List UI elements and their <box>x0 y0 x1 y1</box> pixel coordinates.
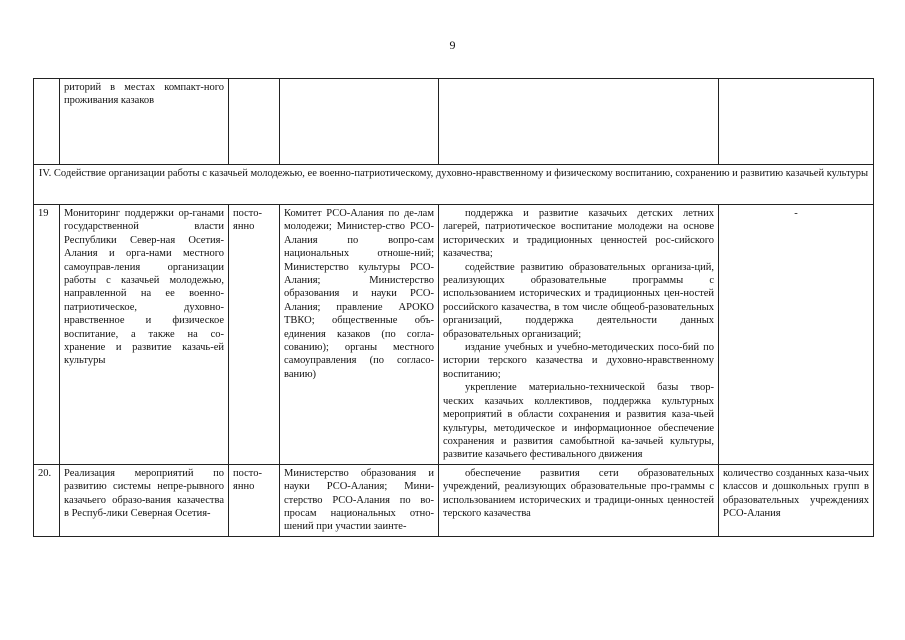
indicator-cell: количество созданных каза-чьих классов и дошкольных групп в образовательных учреждениях РСО-Алания <box>719 464 874 536</box>
event-cell: Мониторинг поддержки ор-ганами государственной власти Республики Север-ная Осетия-Алания и орга-нами местного самоуправ-ления организации работы с казачьей молодежью, направленной на ее военно-патриотическое, духовно-нравственное и физическое воспитание, а также на со-хранение и развитие казачь-ей культуры <box>60 205 229 465</box>
event-cell: риторий в местах компакт-ного проживания казаков <box>60 79 229 165</box>
result-paragraph: обеспечение развития сети образовательных учреждений, реализующих образовательные про-граммы с использованием исторических и традици-онных ценностей терского казачества <box>443 467 714 519</box>
num-cell: 20. <box>34 464 60 536</box>
term-cell: посто-янно <box>229 464 280 536</box>
indicator-value: - <box>794 208 798 219</box>
term-cell <box>229 79 280 165</box>
event-cell: Реализация мероприятий по развитию системы непре-рывного казачьего образо-вания казачества в Респуб-лики Северная Осетия- <box>60 464 229 536</box>
results-cell <box>439 205 719 465</box>
results-cell <box>439 464 719 536</box>
indicator-cell <box>719 205 874 465</box>
result-paragraph: укрепление материально-технической базы твор-ческих казачьих коллективов, поддержка культурных мероприятий в области сохранения и развития каза-чьей культуры, методическое и информационное обеспечение сохранения и развития самобытной ка-зачьей культуры, развитие казачьего фестивального движения <box>443 382 714 461</box>
page-number: 9 <box>449 38 456 52</box>
term-cell: посто-янно <box>229 205 280 465</box>
measures-table <box>33 78 874 537</box>
result-paragraph: содействие развитию образовательных организа-ций, реализующих образовательные программы с использованием исторических и традиционных цен-ностей российского казачества, в том числе общеоб-разовательных организаций, поддержка деятельности данных образовательных организаций; <box>443 261 714 340</box>
indicator-cell <box>719 79 874 165</box>
section-row <box>34 165 874 205</box>
result-paragraph: издание учебных и учебно-методических посо-бий по истории терского казачества и духовно-нравственному воспитанию; <box>443 342 714 380</box>
executors-cell <box>280 79 439 165</box>
executors-cell: Министерство образования и науки РСО-Алания; Мини-стерство РСО-Алания по во-просам национальных отно-шений при участии заинте- <box>280 464 439 536</box>
executors-cell: Комитет РСО-Алания по де-лам молодежи; Министер-ство РСО-Алания по вопро-сам национальных отноше-ний; Министерство культуры РСО-Алания; Министерство образования и науки РСО-Алания; правление АРОКО ТВКО; общественные объ-единения казаков (по согла-сованию); органы местного самоуправления (по согласо-ванию) <box>280 205 439 465</box>
table-row <box>34 464 874 536</box>
results-cell <box>439 79 719 165</box>
num-cell: 19 <box>34 205 60 465</box>
result-paragraph: поддержка и развитие казачьих детских летних лагерей, патриотическое воспитание молодежи на основе исторических и традиционных ценностей рос-сийского казачества; <box>443 208 714 260</box>
table-row <box>34 205 874 465</box>
num-cell <box>34 79 60 165</box>
section-title: IV. Содействие организации работы с казачьей молодежью, ее военно-патриотическому, духовно-нравственному и физическому воспитанию, сохранению и развитию казачьей культуры <box>34 165 874 205</box>
table-row <box>34 79 874 165</box>
